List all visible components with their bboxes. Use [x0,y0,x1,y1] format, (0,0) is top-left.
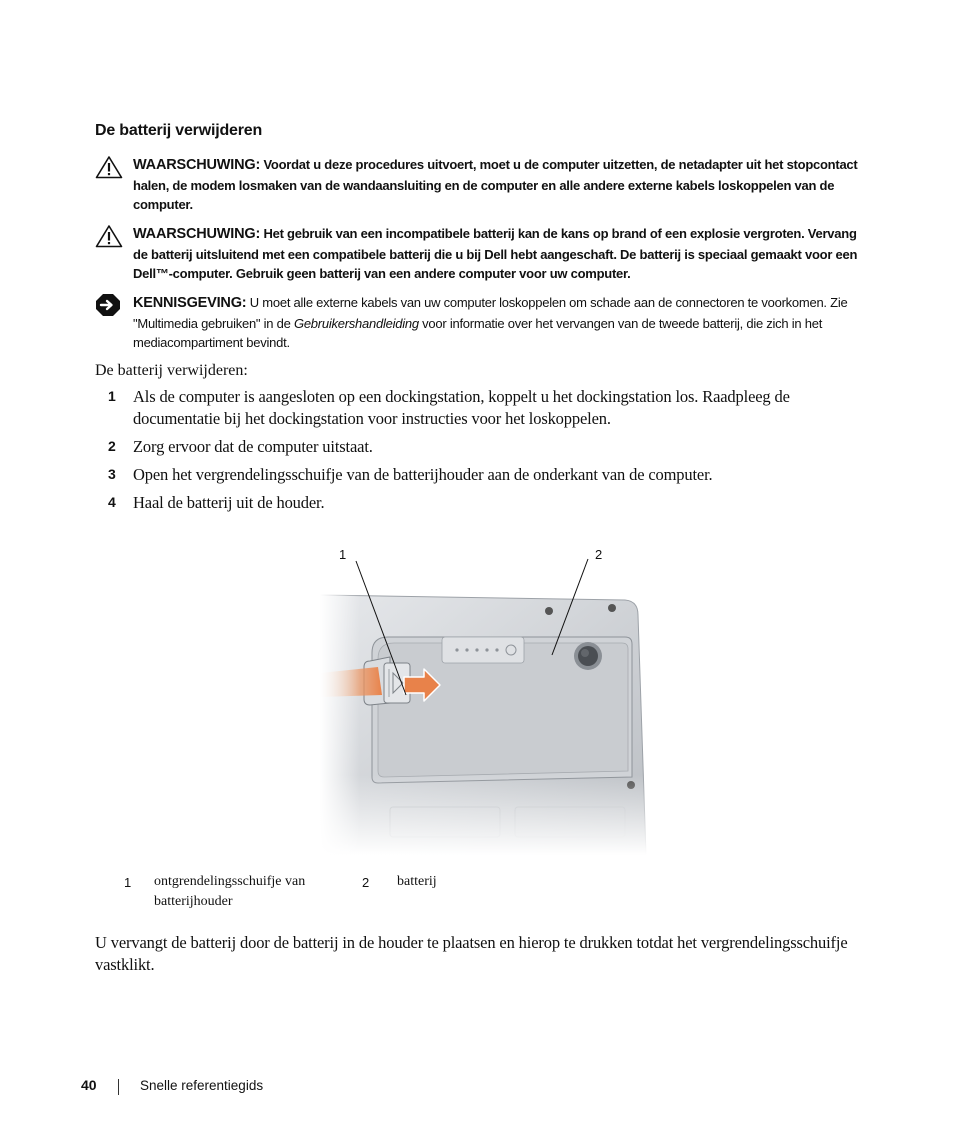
step-2 [95,436,865,458]
warning-label: WAARSCHUWING: [133,157,261,173]
notice-label: KENNISGEVING: [133,295,247,311]
battery-removal-illustration [320,545,650,855]
warning-text: Het gebruik van een incompatibele batterij kan de kans op brand of een explosie vergroten. Vervang de batterij uitsluitend met een compatibele batterij die u bij Dell hebt aangeschaft. De batterij is speciaal gemaakt voor een Dell™-computer. Gebruik geen batterij van een andere computer voor uw computer. [133,226,858,281]
intro-text: De batterij verwijderen: [95,362,248,379]
step-text: Als de computer is aangesloten op een dockingstation, koppelt u het dockingstation los. Raadpleeg de documentatie bij het dockingstation voor instructies voor het loskoppelen. [133,387,790,428]
step-text: Zorg ervoor dat de computer uitstaat. [133,437,373,456]
warning-text: Voordat u deze procedures uitvoert, moet u de computer uitzetten, de netadapter uit het stopcontact halen, de modem losmaken van de wandaansluiting en de computer en alle andere externe kabels loskoppelen van de computer. [133,157,858,212]
step-number: 2 [108,438,116,454]
step-number: 1 [108,388,116,404]
notice-text: U moet alle externe kabels van uw computer loskoppelen om schade aan de connectoren te voorkomen. Zie "Multimedia gebruiken" in de [133,295,848,331]
legend-number-1: 1 [124,875,132,890]
step-text: Haal de batterij uit de houder. [133,493,325,512]
footer-title: Snelle referentiegids [140,1078,264,1093]
page-number: 40 [81,1077,97,1093]
notice-stop-icon [95,293,121,317]
notice [95,293,865,353]
warning-triangle-icon [95,224,123,248]
legend-number-2: 2 [362,875,370,890]
step-number: 3 [108,466,116,482]
warning-triangle-icon [95,155,123,179]
step-4 [95,492,865,514]
warning-1 [95,155,865,215]
legend-text-2: batterij [397,874,437,889]
callout-2: 2 [595,547,603,562]
closing-paragraph: U vervangt de batterij door de batterij in de houder te plaatsen en hierop te drukken totdat het vergrendelingsschuifje vastklikt. [95,933,848,974]
step-number: 4 [108,494,116,510]
step-3 [95,464,865,486]
warning-2 [95,224,865,284]
warning-label: WAARSCHUWING: [133,226,261,242]
footer-divider [118,1079,119,1095]
step-text: Open het vergrendelingsschuifje van de batterijhouder aan de onderkant van de computer. [133,465,713,484]
callout-1: 1 [339,547,347,562]
legend-text-1: ontgrendelingsschuifje van batterijhouder [154,874,306,909]
section-title: De batterij verwijderen [95,122,263,139]
step-1 [95,386,865,430]
notice-text-end: voor informatie over het vervangen van de tweede batterij, die zich in het mediacompartiment bevindt. [133,315,823,350]
notice-manual-title: Gebruikershandleiding [293,315,419,331]
